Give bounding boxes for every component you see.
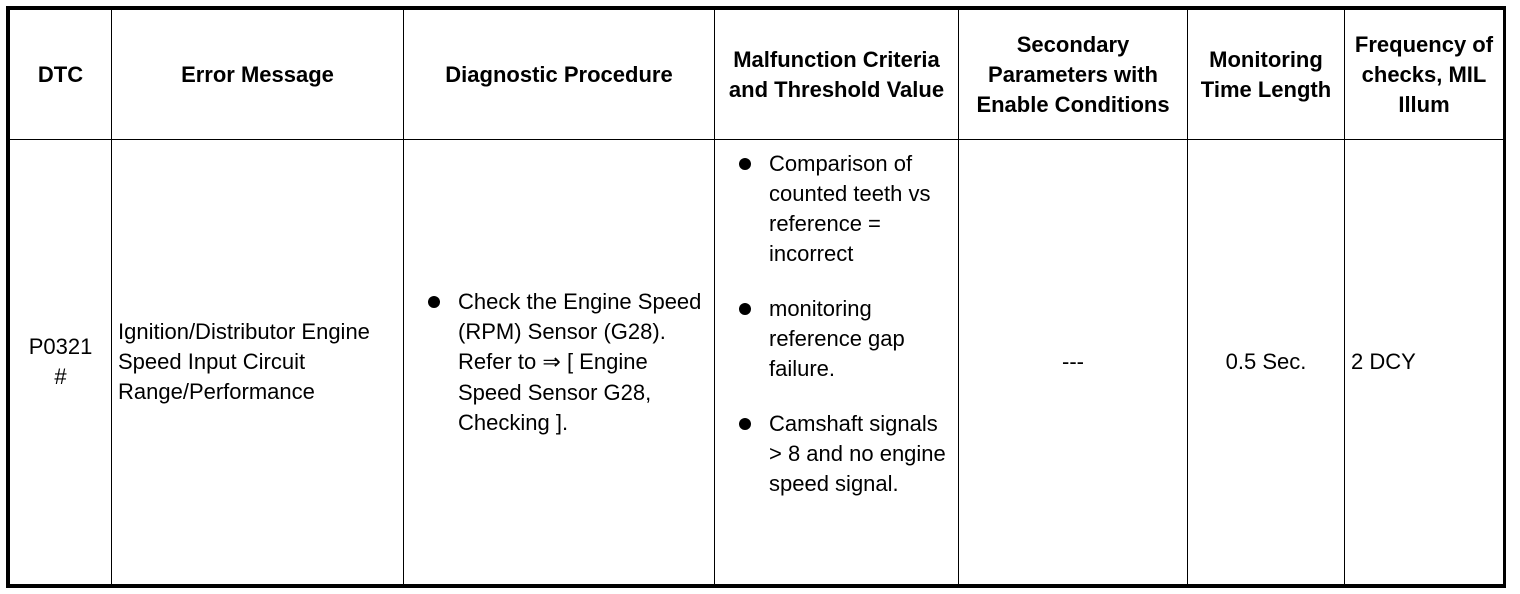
- list-item: [414, 287, 710, 438]
- bullet-icon: [428, 296, 440, 308]
- diagnostic-procedure-list: [414, 287, 710, 438]
- malfunction-criterion-3: Camshaft signals > 8 and no engine speed signal.: [769, 411, 946, 496]
- table-header-row: [10, 10, 1504, 140]
- header-malfunction-criteria: Malfunction Criteria and Threshold Value: [715, 10, 959, 140]
- dtc-mark: #: [54, 364, 67, 389]
- header-monitoring-time: Monitoring Time Length: [1188, 10, 1345, 140]
- list-item: [725, 149, 954, 269]
- secondary-parameters-cell: ---: [959, 140, 1188, 585]
- monitoring-time-cell: 0.5 Sec.: [1188, 140, 1345, 585]
- malfunction-criteria-cell: [715, 140, 959, 585]
- header-secondary-parameters: Secondary Parameters with Enable Conditions: [959, 10, 1188, 140]
- diagnostic-text-before-arrow: Check the Engine Speed (RPM) Sensor (G28). Refer to: [458, 288, 702, 374]
- bullet-icon: [739, 418, 751, 430]
- bullet-icon: [739, 303, 751, 315]
- diagnostic-procedure-cell: [404, 140, 715, 585]
- dtc-table: [9, 9, 1504, 585]
- malfunction-criteria-list: [725, 149, 954, 499]
- frequency-cell: 2 DCY: [1345, 140, 1504, 585]
- table-row: [10, 140, 1504, 585]
- diagnostic-reference-link[interactable]: [ Engine Speed Sensor G28, Checking ].: [458, 348, 652, 435]
- header-error-message: Error Message: [112, 10, 404, 140]
- bullet-icon: [739, 158, 751, 170]
- right-double-arrow-icon: ⇒: [542, 349, 561, 375]
- malfunction-criterion-1: Comparison of counted teeth vs reference = incorrect: [769, 151, 931, 266]
- dtc-table-container: [6, 6, 1506, 588]
- dtc-cell: [10, 140, 112, 585]
- header-diagnostic-procedure: Diagnostic Procedure: [404, 10, 715, 140]
- dtc-code: P0321: [28, 334, 93, 359]
- header-frequency: Frequency of checks, MIL Illum: [1345, 10, 1504, 140]
- list-item: [725, 409, 954, 499]
- list-item: [725, 294, 954, 384]
- malfunction-criterion-2: monitoring reference gap failure.: [769, 296, 905, 381]
- error-message-cell: Ignition/Distributor Engine Speed Input Circuit Range/Performance: [112, 140, 404, 585]
- header-dtc: DTC: [10, 10, 112, 140]
